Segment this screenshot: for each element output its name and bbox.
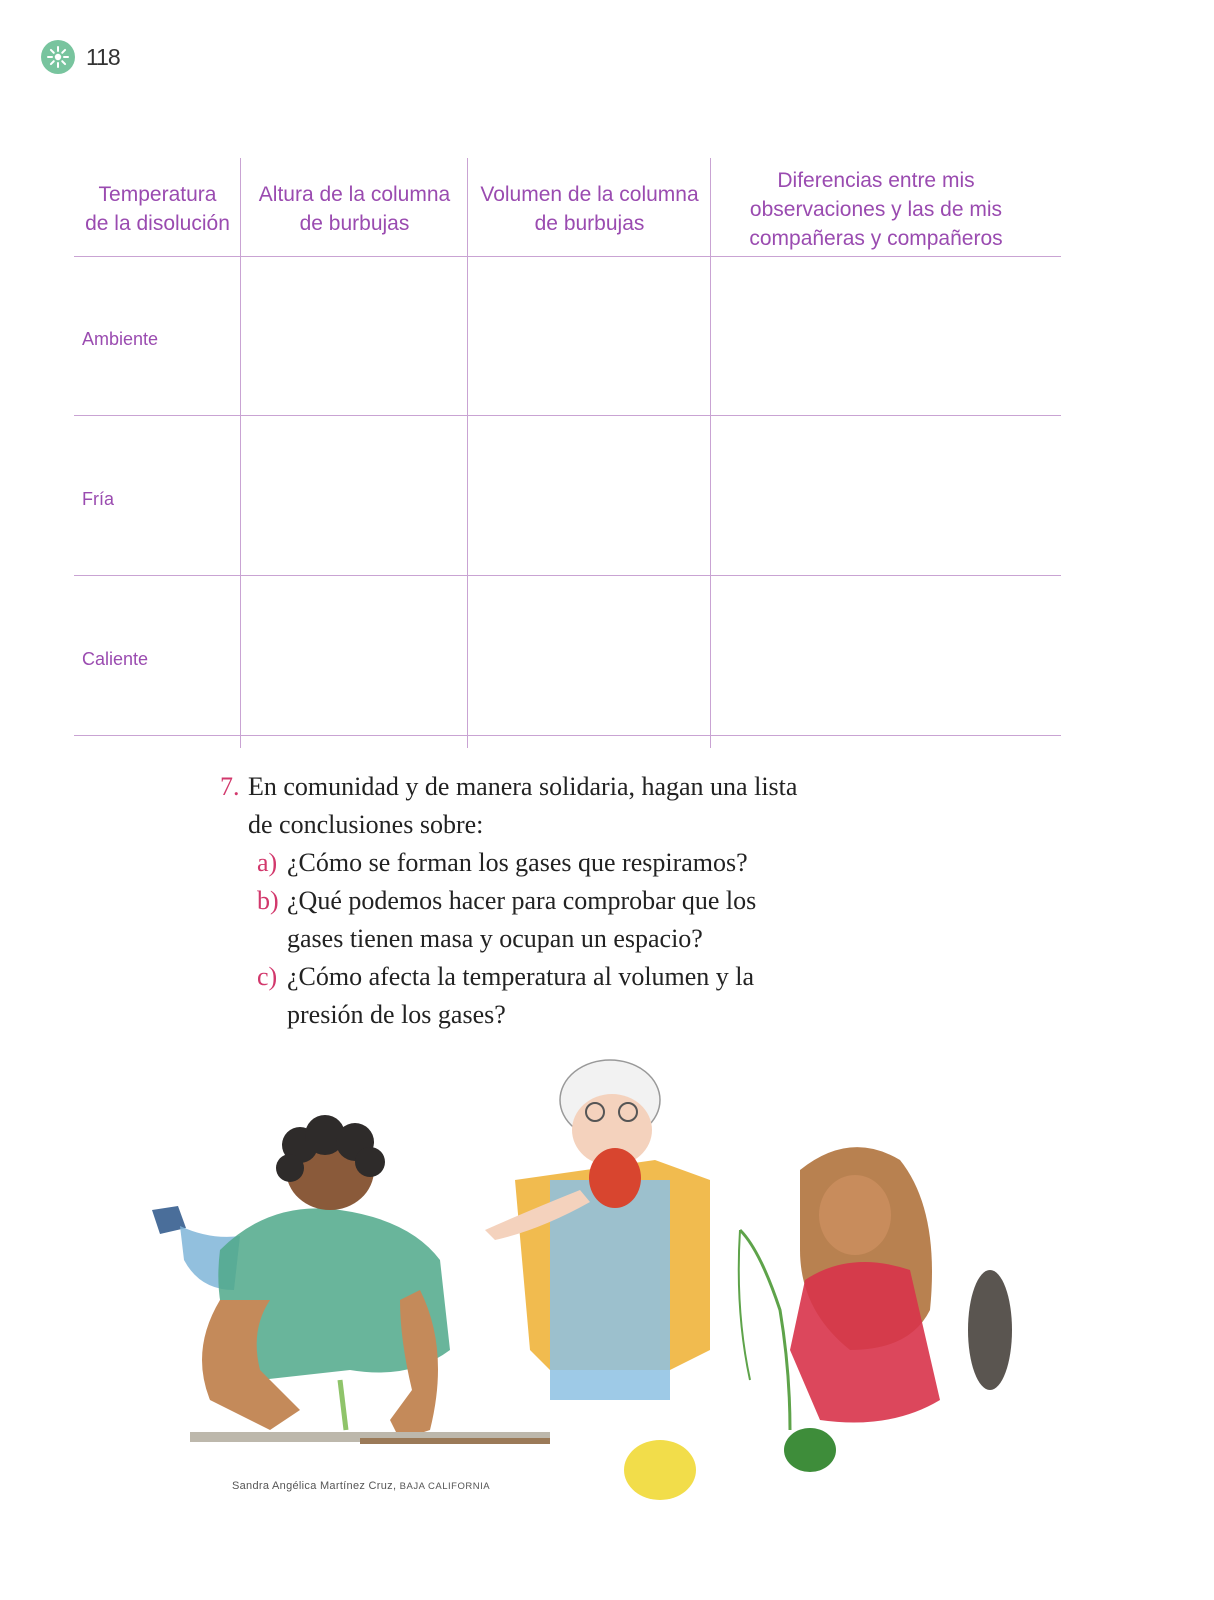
page-number-block: [41, 40, 120, 74]
page-number: 118: [86, 43, 120, 70]
child-blowing-balloon-illustration: [485, 1060, 710, 1400]
row-divider: [74, 415, 1061, 416]
balloon-illustration: [624, 1440, 696, 1500]
question-7: [220, 768, 840, 1029]
row-label-fria: Fría: [82, 489, 115, 509]
question-text: En comunidad y de manera solidaria, hagan una lista de conclusiones sobre:: [248, 772, 798, 839]
child-with-yarn-illustration: [739, 1147, 1012, 1472]
column-divider: [710, 158, 711, 748]
row-divider: [74, 735, 1061, 736]
illustration-credit: Sandra Angélica Martínez Cruz, BAJA CALIFORNIA: [232, 1480, 491, 1492]
list-item: a) ¿Cómo se forman los gases que respiramos?: [257, 848, 748, 877]
question-number: 7.: [220, 772, 240, 801]
row-label-ambiente: Ambiente: [82, 329, 159, 349]
list-item: b) ¿Qué podemos hacer para comprobar que los gases tienen masa y ocupan un espacio?: [257, 886, 757, 953]
header-diferencias: Diferencias entre mis observaciones y las de mis compañeras y compañeros: [749, 168, 1003, 250]
question-items: [257, 844, 817, 1034]
header-altura: Altura de la columna de burbujas: [258, 183, 451, 235]
list-item: c) ¿Cómo afecta la temperatura al volumen y la presión de los gases?: [257, 962, 755, 1029]
column-divider: [240, 158, 241, 748]
children-experiment-illustration: [150, 1050, 1030, 1510]
row-divider: [74, 575, 1061, 576]
child-with-ruler-illustration: [152, 1115, 550, 1444]
header-volumen: Volumen de la columna de burbujas: [480, 183, 699, 235]
row-divider: [74, 256, 1061, 257]
row-label-caliente: Caliente: [82, 649, 149, 669]
header-temperatura: Temperatura de la disolución: [85, 183, 230, 235]
star-flower-icon: [41, 40, 75, 74]
column-divider: [467, 158, 468, 748]
